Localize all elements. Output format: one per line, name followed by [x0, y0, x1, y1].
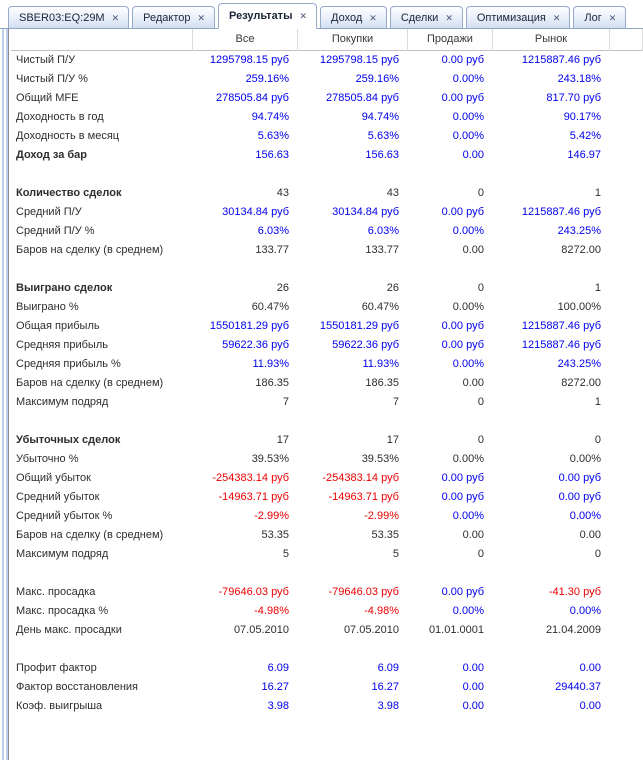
cell-value: 60.47%	[361, 301, 399, 313]
cell-value: 21.04.2009	[545, 624, 601, 636]
cell-value: 59622.36 руб	[332, 339, 399, 351]
cell-value: 243.25%	[557, 358, 601, 370]
cell-value: 60.47%	[251, 301, 289, 313]
cell-value: 8272.00	[561, 377, 601, 389]
cell-value: 133.77	[365, 244, 399, 256]
cell-value: -2.99%	[364, 510, 399, 522]
cell-value: 0.00	[579, 700, 601, 712]
row-filler	[610, 526, 643, 545]
cell-value: 6.09	[267, 662, 289, 674]
cell-value: 0	[477, 187, 484, 199]
cell-value: 0.00%	[452, 453, 484, 465]
row-filler	[610, 545, 643, 564]
cell-value: 59622.36 руб	[222, 339, 289, 351]
tab-optimization[interactable]	[466, 6, 571, 28]
cell-value: 6.03%	[367, 225, 399, 237]
cell-value: 5.63%	[257, 130, 289, 142]
row-filler	[610, 279, 643, 298]
cell-value: 0.00 руб	[441, 92, 484, 104]
column-header[interactable]	[11, 29, 193, 51]
cell-value: 0.00	[462, 149, 484, 161]
cell-value: 30134.84 руб	[222, 206, 289, 218]
cell-value: -41.30 руб	[548, 586, 601, 598]
cell-value: -4.98%	[254, 605, 289, 617]
cell-value: -4.98%	[364, 605, 399, 617]
cell-value: 0.00%	[452, 111, 484, 123]
tab-income[interactable]	[320, 6, 387, 28]
cell-value: 39.53%	[361, 453, 399, 465]
spacer-row	[11, 260, 643, 279]
tab-close-icon[interactable]: ✕	[369, 12, 377, 23]
row-label: Убыточно %	[16, 453, 79, 465]
cell-value: 0	[477, 396, 484, 408]
row-label: Средний убыток	[16, 491, 100, 503]
cell-value: 186.35	[255, 377, 289, 389]
cell-value: 1215887.46 руб	[521, 320, 601, 332]
cell-value: 0.00 руб	[441, 339, 484, 351]
tab-sber03-eq-29m[interactable]	[8, 6, 129, 28]
cell-value: 146.97	[567, 149, 601, 161]
row-label: Доходность в месяц	[16, 130, 120, 142]
cell-value: 7	[392, 396, 399, 408]
cell-value: 0.00 руб	[558, 472, 601, 484]
row-label: Коэф. выигрыша	[16, 700, 103, 712]
tab-close-icon[interactable]: ✕	[608, 12, 617, 23]
cell-value: 0	[477, 548, 484, 560]
cell-value: 1550181.29 руб	[209, 320, 289, 332]
tab-close-icon[interactable]: ✕	[299, 11, 308, 21]
cell-value: 11.93%	[362, 358, 399, 370]
row-label: Выиграно %	[16, 301, 79, 313]
cell-value: 1	[594, 282, 601, 294]
cell-value: 0	[594, 548, 601, 560]
cell-value: 29440.37	[555, 681, 601, 693]
cell-value: 11.93%	[252, 358, 289, 370]
tab-label: Редактор	[143, 11, 191, 24]
cell-value: -254383.14 руб	[322, 472, 399, 484]
cell-value: 53.35	[371, 529, 399, 541]
cell-value: 1550181.29 руб	[319, 320, 399, 332]
row-label: Максимум подряд	[16, 548, 109, 560]
cell-value: 94.74%	[251, 111, 289, 123]
cell-value: 0.00%	[569, 453, 601, 465]
row-filler	[610, 298, 643, 317]
tab-log[interactable]	[573, 6, 626, 28]
tab-label: Лог	[584, 11, 602, 24]
cell-value: -79646.03 руб	[218, 586, 289, 598]
tab-label: SBER03:EQ:29M	[19, 11, 105, 24]
cell-value: 0.00%	[452, 510, 484, 522]
row-label: Средняя прибыль %	[16, 358, 121, 370]
cell-value: 07.05.2010	[233, 624, 289, 636]
cell-value: 0.00	[462, 377, 484, 389]
cell-value: 43	[276, 187, 289, 199]
row-filler	[610, 469, 643, 488]
cell-value: 243.25%	[557, 225, 601, 237]
cell-value: 0.00	[462, 681, 484, 693]
cell-value: 26	[386, 282, 399, 294]
row-label: Общий убыток	[16, 472, 91, 484]
cell-value: 53.35	[261, 529, 289, 541]
cell-value: 0.00%	[452, 130, 484, 142]
row-filler	[610, 203, 643, 222]
cell-value: 0.00 руб	[441, 54, 484, 66]
cell-value: 3.98	[377, 700, 399, 712]
cell-value: 156.63	[255, 149, 289, 161]
row-label: Убыточных сделок	[16, 434, 121, 446]
row-label: Максимум подряд	[16, 396, 109, 408]
cell-value: 0.00 руб	[558, 491, 601, 503]
cell-value: 30134.84 руб	[332, 206, 399, 218]
cell-value: 17	[276, 434, 289, 446]
row-label: День макс. просадки	[16, 624, 122, 636]
row-filler	[610, 222, 643, 241]
cell-value: 5.63%	[367, 130, 399, 142]
cell-value: 0.00 руб	[441, 491, 484, 503]
cell-value: 3.98	[267, 700, 289, 712]
cell-value: 1215887.46 руб	[521, 206, 601, 218]
cell-value: 0	[477, 282, 484, 294]
tab-trades[interactable]	[390, 6, 463, 28]
cell-value: 100.00%	[557, 301, 601, 313]
cell-value: 43	[386, 187, 399, 199]
cell-value: 0.00	[462, 662, 484, 674]
cell-value: 0.00%	[452, 605, 484, 617]
tab-close-icon[interactable]: ✕	[445, 12, 453, 23]
cell-value: 5.42%	[569, 130, 601, 142]
row-filler	[610, 507, 643, 526]
row-filler	[610, 659, 643, 678]
row-filler	[610, 317, 643, 336]
cell-value: 0.00	[462, 244, 484, 256]
cell-value: 01.01.0001	[428, 624, 484, 636]
row-filler	[610, 678, 643, 697]
results-panel	[0, 29, 643, 760]
cell-value: 7	[282, 396, 289, 408]
spacer-row	[11, 165, 643, 184]
row-label: Общий MFE	[16, 92, 79, 104]
cell-value: -79646.03 руб	[328, 586, 399, 598]
cell-value: 6.03%	[257, 225, 289, 237]
cell-value: 6.09	[377, 662, 399, 674]
cell-value: 0.00%	[452, 301, 484, 313]
row-filler	[610, 450, 643, 469]
row-label: Баров на сделку (в среднем)	[16, 529, 164, 541]
cell-value: 0.00%	[569, 605, 601, 617]
tab-label: Оптимизация	[476, 11, 546, 24]
column-header[interactable]: Все	[193, 29, 298, 51]
column-header[interactable]	[610, 29, 643, 51]
cell-value: 26	[276, 282, 289, 294]
cell-value: 0	[477, 434, 484, 446]
row-filler	[610, 184, 643, 203]
row-label: Чистый П/У	[16, 54, 76, 66]
cell-value: 278505.84 руб	[216, 92, 289, 104]
row-label: Средний П/У	[16, 206, 82, 218]
row-label: Доход за бар	[16, 149, 88, 161]
cell-value: 0.00%	[569, 510, 601, 522]
cell-value: 278505.84 руб	[326, 92, 399, 104]
cell-value: 0.00 руб	[441, 320, 484, 332]
cell-value: 1295798.15 руб	[319, 54, 399, 66]
cell-value: 1215887.46 руб	[521, 54, 601, 66]
cell-value: 0.00	[579, 529, 601, 541]
cell-value: 156.63	[365, 149, 399, 161]
tab-label: Результаты	[229, 10, 293, 22]
cell-value: 259.16%	[355, 73, 399, 85]
row-filler	[610, 488, 643, 507]
spacer-row	[11, 412, 643, 431]
cell-value: 0.00 руб	[441, 586, 484, 598]
cell-value: 0.00%	[452, 225, 484, 237]
row-filler	[610, 108, 643, 127]
results-table	[11, 29, 643, 716]
panel-splitter[interactable]	[0, 29, 9, 760]
row-filler	[610, 70, 643, 89]
cell-value: 0	[594, 434, 601, 446]
tab-label: Сделки	[400, 11, 439, 24]
row-filler	[610, 146, 643, 165]
cell-value: 133.77	[255, 244, 289, 256]
row-label: Баров на сделку (в среднем)	[16, 377, 164, 389]
tab-close-icon[interactable]: ✕	[111, 12, 120, 23]
cell-value: 16.27	[371, 681, 399, 693]
cell-value: 5	[392, 548, 399, 560]
column-header[interactable]: Рынок	[493, 29, 610, 51]
row-filler	[610, 336, 643, 355]
row-filler	[610, 355, 643, 374]
row-filler	[610, 127, 643, 146]
cell-value: 8272.00	[561, 244, 601, 256]
cell-value: 243.18%	[557, 73, 601, 85]
cell-value: -14963.71 руб	[328, 491, 399, 503]
cell-value: 16.27	[261, 681, 289, 693]
cell-value: 0.00 руб	[441, 472, 484, 484]
tab-label: Доход	[331, 11, 363, 24]
cell-value: 94.74%	[361, 111, 399, 123]
row-label: Средняя прибыль	[16, 339, 108, 351]
tab-editor[interactable]	[132, 6, 215, 28]
row-label: Общая прибыль	[16, 320, 100, 332]
row-filler	[610, 241, 643, 260]
row-filler	[610, 431, 643, 450]
row-filler	[610, 583, 643, 602]
row-filler	[610, 89, 643, 108]
row-filler	[610, 602, 643, 621]
tab-close-icon[interactable]: ✕	[197, 12, 206, 23]
row-label: Фактор восстановления	[16, 681, 138, 693]
row-filler	[610, 697, 643, 716]
row-label: Количество сделок	[16, 187, 122, 199]
cell-value: -14963.71 руб	[218, 491, 289, 503]
tab-results[interactable]	[218, 3, 317, 29]
cell-value: 1	[594, 396, 601, 408]
cell-value: 259.16%	[245, 73, 289, 85]
cell-value: 1	[594, 187, 601, 199]
row-filler	[610, 393, 643, 412]
row-filler	[610, 374, 643, 393]
column-header[interactable]: Покупки	[298, 29, 408, 51]
cell-value: 0.00	[462, 700, 484, 712]
cell-value: 817.70 руб	[546, 92, 601, 104]
row-label: Баров на сделку (в среднем)	[16, 244, 164, 256]
cell-value: 5	[282, 548, 289, 560]
row-label: Профит фактор	[16, 662, 97, 674]
row-label: Макс. просадка	[16, 586, 96, 598]
tab-bar	[0, 0, 643, 29]
row-label: Выиграно сделок	[16, 282, 113, 294]
cell-value: 07.05.2010	[343, 624, 399, 636]
tab-close-icon[interactable]: ✕	[552, 12, 561, 23]
cell-value: 1295798.15 руб	[209, 54, 289, 66]
cell-value: 186.35	[365, 377, 399, 389]
row-label: Средний убыток %	[16, 510, 113, 522]
cell-value: 0.00 руб	[441, 206, 484, 218]
row-filler	[610, 51, 643, 70]
row-filler	[610, 621, 643, 640]
row-label: Средний П/У %	[16, 225, 95, 237]
row-label: Макс. просадка %	[16, 605, 109, 617]
cell-value: -254383.14 руб	[212, 472, 289, 484]
row-label: Доходность в год	[16, 111, 104, 123]
cell-value: 0.00%	[452, 73, 484, 85]
spacer-row	[11, 564, 643, 583]
cell-value: 17	[386, 434, 399, 446]
cell-value: 1215887.46 руб	[521, 339, 601, 351]
cell-value: 0.00	[462, 529, 484, 541]
cell-value: 0.00%	[452, 358, 484, 370]
cell-value: 90.17%	[563, 111, 601, 123]
cell-value: 39.53%	[251, 453, 289, 465]
row-label: Чистый П/У %	[16, 73, 88, 85]
column-header[interactable]: Продажи	[408, 29, 493, 51]
spacer-row	[11, 640, 643, 659]
cell-value: 0.00	[579, 662, 601, 674]
cell-value: -2.99%	[254, 510, 289, 522]
